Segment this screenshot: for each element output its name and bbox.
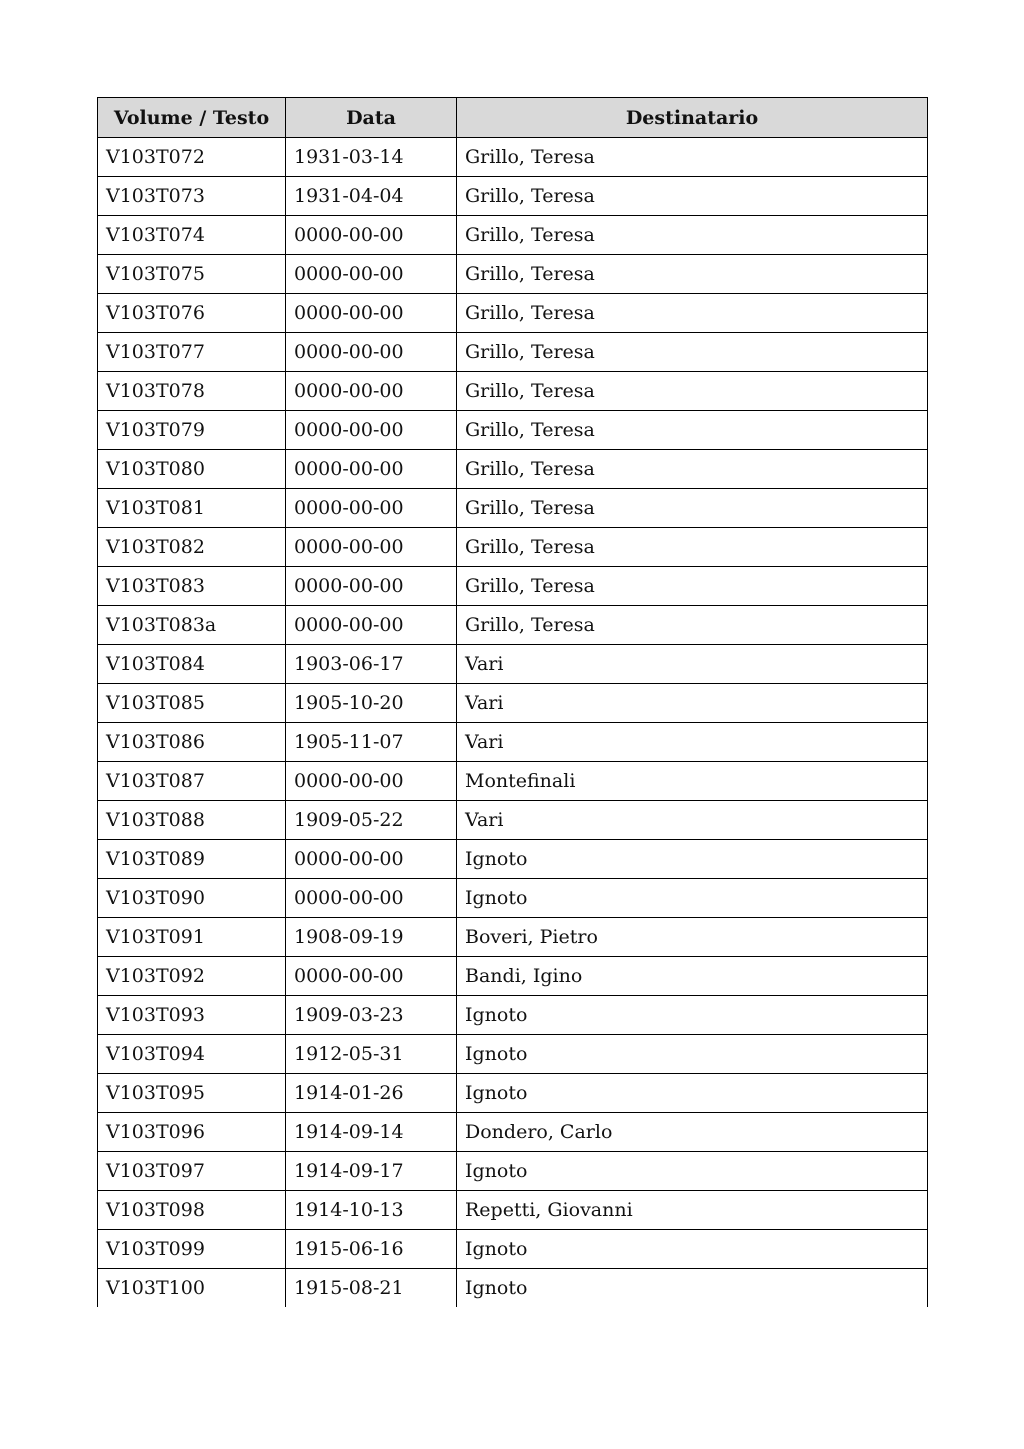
table-row: [98, 333, 928, 372]
cell-volume-testo: V103T087: [98, 762, 286, 801]
table-row: [98, 918, 928, 957]
cell-destinatario: Grillo, Teresa: [457, 177, 928, 216]
table-row: [98, 606, 928, 645]
cell-destinatario: Ignoto: [457, 1230, 928, 1269]
cell-data: 1905-10-20: [286, 684, 457, 723]
cell-destinatario: Montefinali: [457, 762, 928, 801]
cell-volume-testo: V103T090: [98, 879, 286, 918]
cell-destinatario: Grillo, Teresa: [457, 606, 928, 645]
cell-data: 1914-09-14: [286, 1113, 457, 1152]
cell-data: 1909-03-23: [286, 996, 457, 1035]
cell-destinatario: Ignoto: [457, 996, 928, 1035]
cell-data: 1908-09-19: [286, 918, 457, 957]
cell-volume-testo: V103T075: [98, 255, 286, 294]
cell-data: 0000-00-00: [286, 606, 457, 645]
cell-volume-testo: V103T074: [98, 216, 286, 255]
cell-destinatario: Grillo, Teresa: [457, 450, 928, 489]
cell-volume-testo: V103T092: [98, 957, 286, 996]
table-row: [98, 1191, 928, 1230]
cell-volume-testo: V103T095: [98, 1074, 286, 1113]
cell-data: 1914-10-13: [286, 1191, 457, 1230]
table-header-row: [98, 98, 928, 138]
cell-data: 0000-00-00: [286, 762, 457, 801]
cell-data: 1915-06-16: [286, 1230, 457, 1269]
cell-volume-testo: V103T093: [98, 996, 286, 1035]
cell-destinatario: Ignoto: [457, 1074, 928, 1113]
cell-data: 0000-00-00: [286, 255, 457, 294]
cell-volume-testo: V103T083a: [98, 606, 286, 645]
cell-destinatario: Dondero, Carlo: [457, 1113, 928, 1152]
table-row: [98, 957, 928, 996]
cell-destinatario: Grillo, Teresa: [457, 411, 928, 450]
cell-volume-testo: V103T089: [98, 840, 286, 879]
cell-data: 1914-01-26: [286, 1074, 457, 1113]
cell-volume-testo: V103T078: [98, 372, 286, 411]
table-row: [98, 1152, 928, 1191]
cell-volume-testo: V103T080: [98, 450, 286, 489]
cell-destinatario: Vari: [457, 801, 928, 840]
cell-data: 0000-00-00: [286, 879, 457, 918]
letters-table: [97, 97, 928, 1307]
cell-destinatario: Ignoto: [457, 1269, 928, 1308]
cell-data: 0000-00-00: [286, 411, 457, 450]
cell-volume-testo: V103T091: [98, 918, 286, 957]
cell-data: 0000-00-00: [286, 294, 457, 333]
cell-volume-testo: V103T081: [98, 489, 286, 528]
cell-destinatario: Grillo, Teresa: [457, 255, 928, 294]
table-row: [98, 840, 928, 879]
cell-volume-testo: V103T099: [98, 1230, 286, 1269]
cell-data: 0000-00-00: [286, 372, 457, 411]
cell-data: 1931-04-04: [286, 177, 457, 216]
cell-destinatario: Ignoto: [457, 840, 928, 879]
table-row: [98, 1230, 928, 1269]
cell-data: 1905-11-07: [286, 723, 457, 762]
table-row: [98, 1074, 928, 1113]
table-row: [98, 489, 928, 528]
cell-data: 0000-00-00: [286, 840, 457, 879]
table-row: [98, 1035, 928, 1074]
cell-data: 1909-05-22: [286, 801, 457, 840]
cell-destinatario: Grillo, Teresa: [457, 528, 928, 567]
cell-volume-testo: V103T079: [98, 411, 286, 450]
cell-volume-testo: V103T072: [98, 138, 286, 177]
cell-destinatario: Grillo, Teresa: [457, 294, 928, 333]
cell-volume-testo: V103T076: [98, 294, 286, 333]
column-header-data: Data: [286, 98, 457, 138]
column-header-volume-testo: Volume / Testo: [98, 98, 286, 138]
table-row: [98, 372, 928, 411]
cell-data: 1931-03-14: [286, 138, 457, 177]
cell-volume-testo: V103T082: [98, 528, 286, 567]
cell-volume-testo: V103T084: [98, 645, 286, 684]
cell-data: 1903-06-17: [286, 645, 457, 684]
table-row: [98, 723, 928, 762]
cell-destinatario: Boveri, Pietro: [457, 918, 928, 957]
table-body: [98, 138, 928, 1308]
cell-data: 0000-00-00: [286, 489, 457, 528]
cell-data: 0000-00-00: [286, 528, 457, 567]
table-row: [98, 177, 928, 216]
column-header-destinatario: Destinatario: [457, 98, 928, 138]
cell-destinatario: Grillo, Teresa: [457, 138, 928, 177]
cell-volume-testo: V103T100: [98, 1269, 286, 1308]
cell-destinatario: Grillo, Teresa: [457, 372, 928, 411]
table-row: [98, 801, 928, 840]
table-row: [98, 1113, 928, 1152]
cell-data: 0000-00-00: [286, 216, 457, 255]
cell-destinatario: Vari: [457, 645, 928, 684]
cell-volume-testo: V103T073: [98, 177, 286, 216]
cell-data: 0000-00-00: [286, 957, 457, 996]
cell-data: 0000-00-00: [286, 333, 457, 372]
table-row: [98, 567, 928, 606]
cell-volume-testo: V103T098: [98, 1191, 286, 1230]
table-row: [98, 138, 928, 177]
table-row: [98, 996, 928, 1035]
cell-destinatario: Ignoto: [457, 1035, 928, 1074]
cell-destinatario: Bandi, Igino: [457, 957, 928, 996]
cell-data: 0000-00-00: [286, 450, 457, 489]
table-row: [98, 450, 928, 489]
table-row: [98, 879, 928, 918]
table-row: [98, 411, 928, 450]
table-row: [98, 684, 928, 723]
cell-destinatario: Ignoto: [457, 879, 928, 918]
cell-volume-testo: V103T097: [98, 1152, 286, 1191]
table-row: [98, 528, 928, 567]
cell-volume-testo: V103T085: [98, 684, 286, 723]
cell-destinatario: Grillo, Teresa: [457, 567, 928, 606]
table-row: [98, 255, 928, 294]
cell-volume-testo: V103T077: [98, 333, 286, 372]
cell-destinatario: Grillo, Teresa: [457, 333, 928, 372]
cell-volume-testo: V103T088: [98, 801, 286, 840]
cell-volume-testo: V103T086: [98, 723, 286, 762]
cell-data: 1914-09-17: [286, 1152, 457, 1191]
cell-volume-testo: V103T096: [98, 1113, 286, 1152]
cell-destinatario: Vari: [457, 723, 928, 762]
cell-destinatario: Vari: [457, 684, 928, 723]
cell-data: 0000-00-00: [286, 567, 457, 606]
cell-volume-testo: V103T094: [98, 1035, 286, 1074]
cell-destinatario: Grillo, Teresa: [457, 216, 928, 255]
cell-destinatario: Ignoto: [457, 1152, 928, 1191]
cell-volume-testo: V103T083: [98, 567, 286, 606]
table-row: [98, 294, 928, 333]
cell-data: 1915-08-21: [286, 1269, 457, 1308]
cell-destinatario: Repetti, Giovanni: [457, 1191, 928, 1230]
cell-destinatario: Grillo, Teresa: [457, 489, 928, 528]
table-row: [98, 645, 928, 684]
table-row: [98, 1269, 928, 1308]
table-row: [98, 216, 928, 255]
table-row: [98, 762, 928, 801]
cell-data: 1912-05-31: [286, 1035, 457, 1074]
